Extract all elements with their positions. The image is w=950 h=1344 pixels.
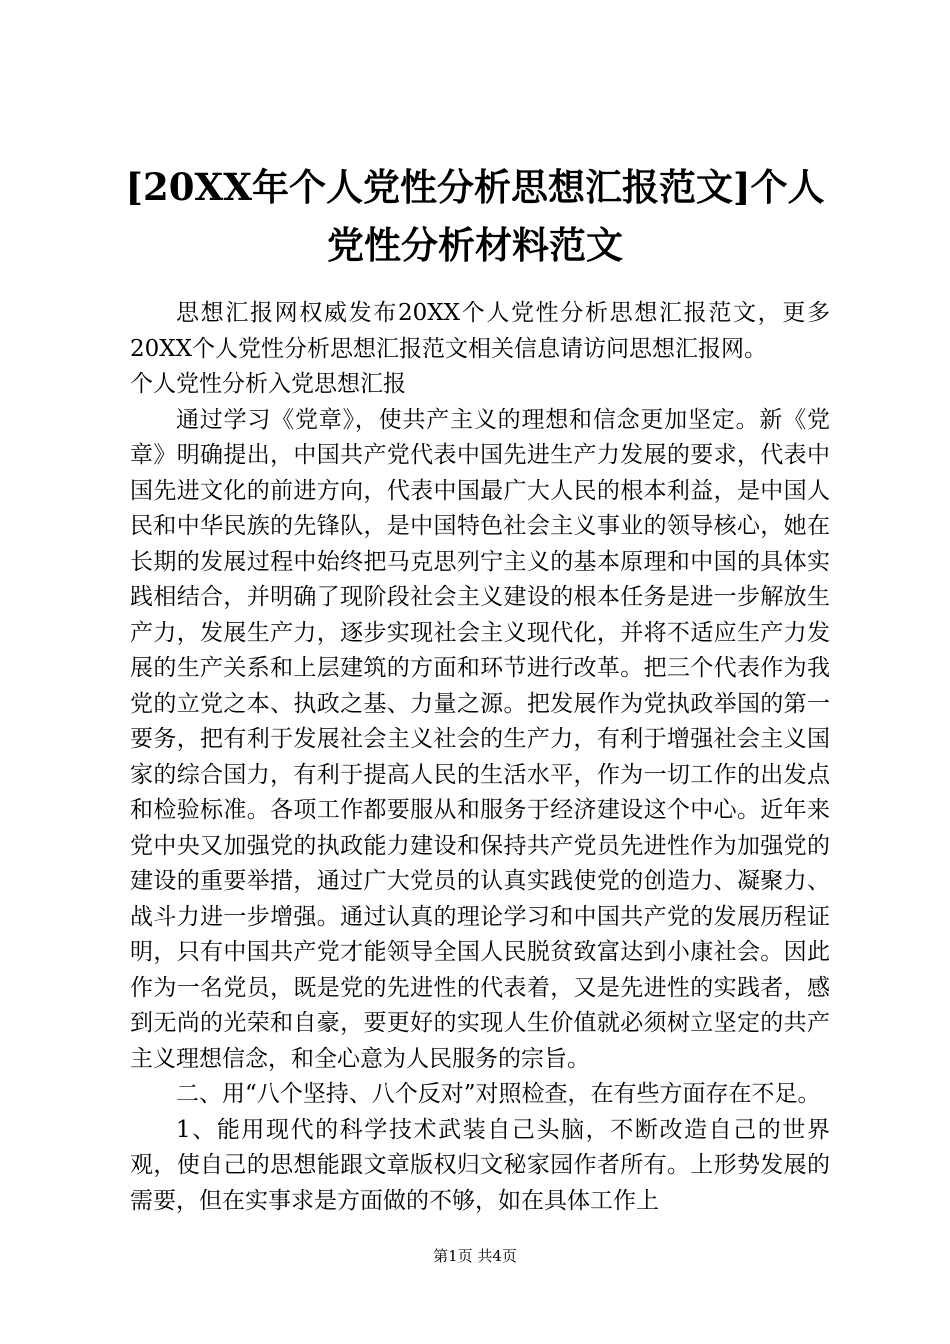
paragraph-section-two: 二、用“八个坚持、八个反对”对照检查，在有些方面存在不足。	[176, 1081, 821, 1107]
document-title: [20XX年个人党性分析思想汇报范文]个人党性分析材料范文	[125, 165, 825, 267]
page-footer: 第1页 共4页	[433, 1247, 517, 1265]
paragraph-main: 通过学习《党章》，使共产主义的理想和信念更加坚定。新《党章》明确提出，中国共产党代表中国先进生产力发展的要求，代表中国先进文化的前进方向，代表中国最广大人民的根本利益，是中国人民和中华民族的先锋队，是中国特色社会主义事业的领导核心，她在长期的发展过程中始终把马克思列宁主义的基本原理和中国的具体实践相结合，并明确了现阶段社会主义建设的根本任务是进一步解放生产力，发展生产力，逐步实现社会主义现代化，并将不适应生产力发展的生产关系和上层建筑的方面和环节进行改革。把三个代表作为我党的立党之本、执政之基、力量之源。把发展作为党执政举国的第一要务，把有利于发展社会主义社会的生产力，有利于增强社会主义国家的综合国力，有利于提高人民的生活水平，作为一切工作的出发点和检验标准。各项工作都要服从和服务于经济建设这个中心。近年来党中央又加强党的执政能力建设和保持共产党员先进性作为加强党的建设的重要举措，通过广大党员的认真实践使党的创造力、凝聚力、战斗力进一步增强。通过认真的理论学习和中国共产党的发展历程证明，只有中国共产党才能领导全国人民脱贫致富达到小康社会。因此作为一名党员，既是党的先进性的代表着，又是先进性的实践者，感到无尚的光荣和自豪，要更好的实现人生价值就必须树立坚定的共产主义理想信念，和全心意为人民服务的宗旨。	[130, 406, 830, 1072]
paragraph-subheading: 个人党性分析入党思想汇报	[130, 371, 406, 397]
paragraph-item-one: 1、能用现代的科学技术武装自己头脑，不断改造自己的世界观，使自己的思想能跟文章版权归文秘家园作者所有。上形势发展的需要，但在实事求是方面做的不够，如在具体工作上	[130, 1116, 830, 1214]
document-body	[130, 296, 830, 1219]
paragraph-intro: 思想汇报网权威发布20XX个人党性分析思想汇报范文，更多20XX个人党性分析思想汇报范文相关信息请访问思想汇报网。	[130, 300, 830, 362]
